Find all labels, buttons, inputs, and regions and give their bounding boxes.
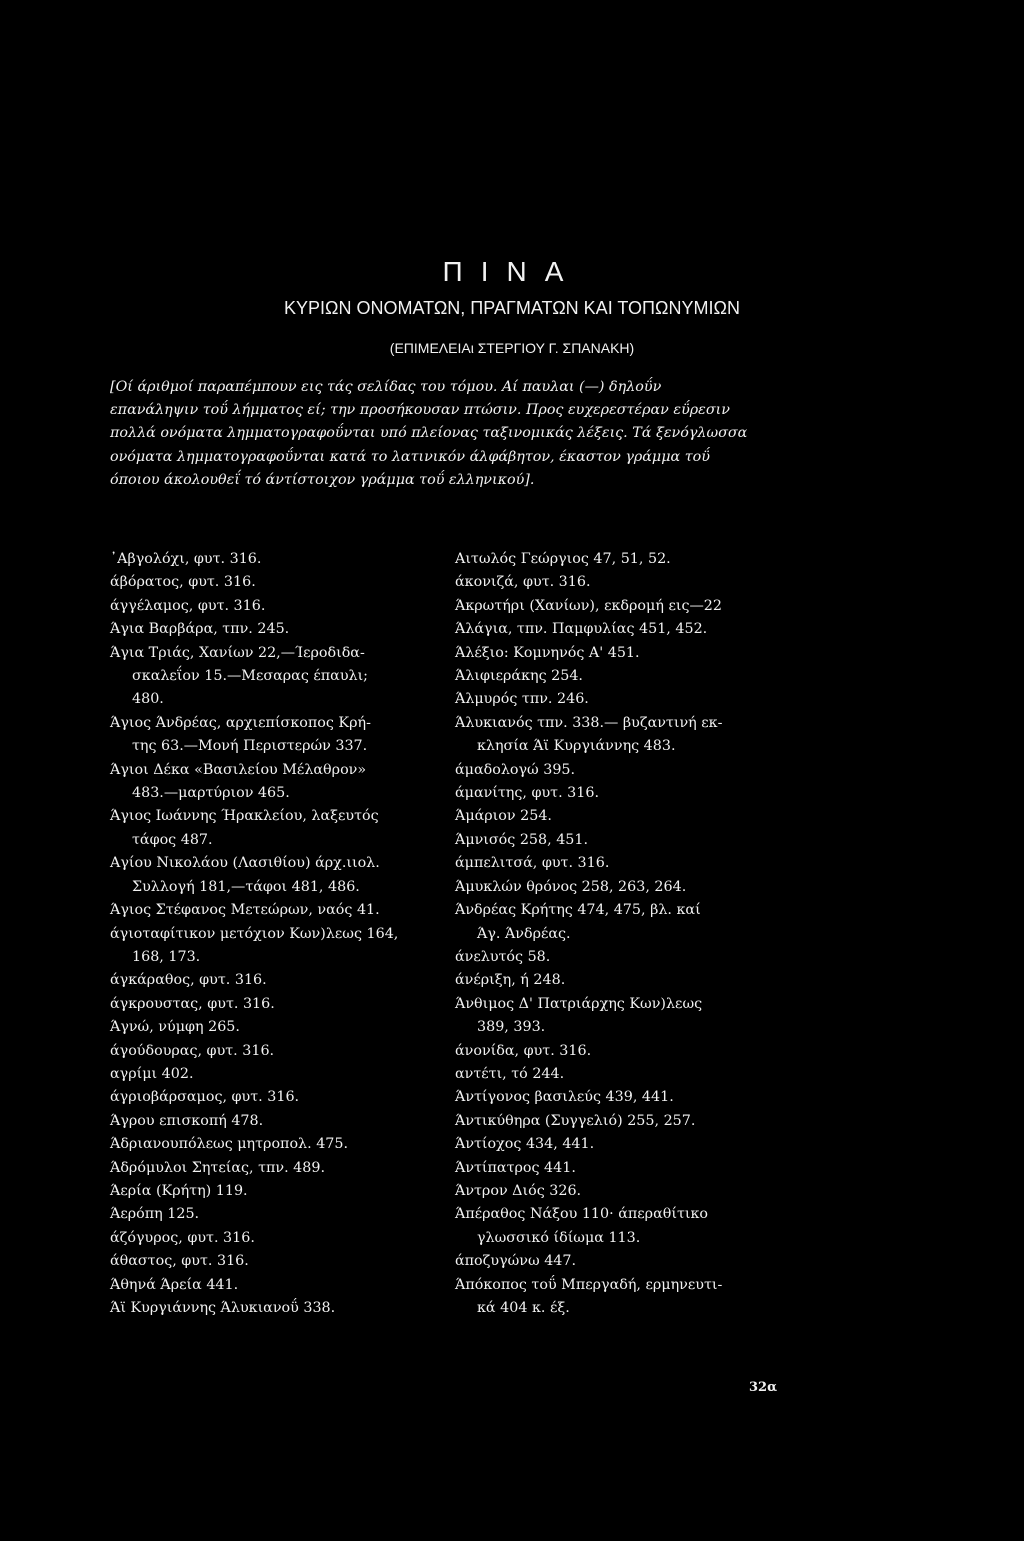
index-entry: Άδριανουπόλεως μητροπολ. 475.	[110, 1136, 349, 1153]
index-entry: άνέριξη, ή 248.	[455, 972, 566, 989]
index-entry: αγρίμι 402.	[110, 1065, 194, 1082]
index-entry: άνελυτός 58.	[455, 948, 551, 965]
index-entry: Άμνισός 258, 451.	[455, 831, 589, 848]
index-entry: αντέτι, τό 244.	[455, 1065, 565, 1082]
index-entry: Άλυκιανός τπν. 338.— βυζαντινή εκ-	[455, 714, 723, 731]
index-entry: Άθηνά Άρεία 441.	[110, 1276, 239, 1293]
index-entry: Άμάριον 254.	[455, 808, 552, 825]
index-entry: Άλάγια, τπν. Παμφυλίας 451, 452.	[455, 621, 708, 638]
preface-line: πολλά ονόματα λημματογραφοΰνται υπό πλείονας ταξινομικάς λέξεις. Τά ξενόγλωσσα	[110, 425, 748, 442]
index-entry: Άντικύθηρα (Συγγελιό) 255, 257.	[455, 1112, 696, 1129]
index-entry: 389, 393.	[477, 1019, 546, 1036]
index-entry: άγιοταφίτικον μετόχιον Κων)λεως 164,	[110, 925, 399, 942]
index-entry: Αγίου Νικολάου (Λασιθίου) άρχ.ιιολ.	[110, 855, 380, 872]
index-entry: Άντίγονος βασιλεύς 439, 441.	[455, 1089, 674, 1106]
index-entry: 483.—μαρτύριον 465.	[132, 785, 290, 802]
index-entry: 480.	[132, 691, 164, 708]
index-entry: Άϊ Κυργιάννης Άλυκιανοΰ 338.	[110, 1300, 336, 1316]
index-entry: Άλμυρός τπν. 246.	[455, 691, 589, 708]
index-entry: Άνδρέας Κρήτης 474, 475, βλ. καί	[455, 902, 701, 919]
index-column-right	[455, 548, 785, 1320]
preface-line: όποιου άκολουθεΐ τό άντίστοιχον γράμμα τοΰ ελληνικού].	[110, 471, 535, 488]
index-entry: Άλέξιο: Κομνηνός Α' 451.	[455, 644, 640, 661]
index-entry: Άγια Βαρβάρα, τπν. 245.	[110, 621, 290, 638]
preface-line: [Οί άριθμοί παραπέμπουν εις τάς σελίδας του τόμου. Αί παυλαι (—) δηλοΰν	[110, 379, 662, 395]
index-entry: άποζυγώνω 447.	[455, 1253, 577, 1270]
index-entry: Άγιοι Δέκα «Βασιλείου Μέλαθρον»	[110, 761, 367, 778]
index-entry: Αιτωλός Γεώργιος 47, 51, 52.	[455, 551, 671, 567]
index-entry: άγκρουστας, φυτ. 316.	[110, 995, 275, 1012]
index-entry: άβόρατος, φυτ. 316.	[110, 574, 256, 591]
index-entry: άκονιζά, φυτ. 316.	[455, 574, 591, 591]
index-entry: Άγιος Στέφανος Μετεώρων, ναός 41.	[110, 902, 380, 919]
index-entry: άγγέλαμος, φυτ. 316.	[110, 597, 266, 614]
index-entry: Άμυκλών θρόνος 258, 263, 264.	[455, 878, 687, 895]
editor-credit: (ΕΠΙΜΕΛΕΙΑι ΣΤΕΡΓΙΟΥ Γ. ΣΠΑΝΑΚΗ)	[389, 340, 635, 356]
index-entry: άμανίτης, φυτ. 316.	[455, 785, 600, 802]
index-entry: ᾿Αβγολόχι, φυτ. 316.	[110, 551, 262, 567]
index-entry: άθαστος, φυτ. 316.	[110, 1253, 249, 1270]
page-number: 32α	[749, 1380, 778, 1395]
index-entry: Άερόπη 125.	[110, 1206, 200, 1223]
index-entry: Άδρόμυλοι Σητείας, τπν. 489.	[110, 1159, 326, 1176]
index-entry: της 63.—Μονή Περιστερών 337.	[132, 738, 368, 755]
preface-note	[110, 376, 910, 492]
index-entry: Άγνώ, νύμφη 265.	[110, 1019, 240, 1036]
index-entry: Άκρωτήρι (Χανίων), εκδρομή εις—22	[455, 597, 722, 614]
index-entry: άμπελιτσά, φυτ. 316.	[455, 855, 610, 872]
index-entry: άγούδουρας, φυτ. 316.	[110, 1042, 275, 1059]
index-entry: άνονίδα, φυτ. 316.	[455, 1042, 592, 1059]
index-entry: 168, 173.	[132, 948, 201, 965]
index-entry: Άντίπατρος 441.	[455, 1159, 576, 1176]
index-entry: Άνθιμος Δ' Πατριάρχης Κων)λεως	[455, 995, 703, 1012]
index-entry: Άπόκοπος τοΰ Μπεργαδή, ερμηνευτι-	[455, 1276, 723, 1293]
index-entry: άζόγυρος, φυτ. 316.	[110, 1229, 255, 1246]
index-title: ΠΙΝΑ	[442, 256, 582, 287]
index-entry: Άγρου επισκοπή 478.	[110, 1112, 264, 1129]
preface-line: επανάληψιν τοΰ λήμματος εί; την προσήκουσαν πτώσιν. Προς ευχερεστέραν εΰρεσιν	[110, 402, 730, 419]
index-column-left	[110, 548, 430, 1320]
index-entry: Άγ. Άνδρέας.	[477, 925, 571, 942]
index-entry: άμαδολογώ 395.	[455, 761, 576, 778]
index-entry: Άγιος Ιωάννης Ήρακλείου, λαξευτός	[110, 808, 379, 825]
index-entry: Άπέραθος Νάξου 110· άπεραθίτικο	[455, 1206, 709, 1223]
index-entry: Άλιφιεράκης 254.	[455, 668, 583, 685]
preface-line: ονόματα λημματογραφοΰνται κατά το λατινικόν άλφάβητον, έκαστον γράμμα τοΰ	[110, 448, 710, 465]
index-entry: γλωσσικό ίδίωμα 113.	[477, 1229, 641, 1246]
index-entry: Άντρον Διός 326.	[455, 1182, 582, 1199]
index-subtitle: ΚΥΡΙΩΝ ΟΝΟΜΑΤΩΝ, ΠΡΑΓΜΑΤΩΝ ΚΑΙ ΤΟΠΩΝΥΜΙΩΝ	[284, 298, 740, 318]
index-entry: Άγια Τριάς, Χανίων 22,—Ίεροδιδα-	[110, 644, 365, 661]
index-entry: Άντίοχος 434, 441.	[455, 1136, 595, 1153]
index-entry: άγκάραθος, φυτ. 316.	[110, 972, 267, 989]
index-entry: Άερία (Κρήτη) 119.	[110, 1182, 248, 1199]
index-entry: τάφος 487.	[132, 831, 213, 848]
index-entry: άγριοβάρσαμος, φυτ. 316.	[110, 1089, 300, 1106]
index-entry: κλησία Άϊ Κυργιάννης 483.	[477, 738, 676, 755]
index-entry: κά 404 κ. έξ.	[477, 1300, 570, 1316]
index-entry: σκαλεΐον 15.—Μεσαρας έπαυλι;	[132, 668, 369, 685]
index-entry: Συλλογή 181,—τάφοι 481, 486.	[132, 878, 360, 895]
index-entry: Άγιος Άνδρέας, αρχιεπίσκοπος Κρή-	[110, 714, 371, 731]
